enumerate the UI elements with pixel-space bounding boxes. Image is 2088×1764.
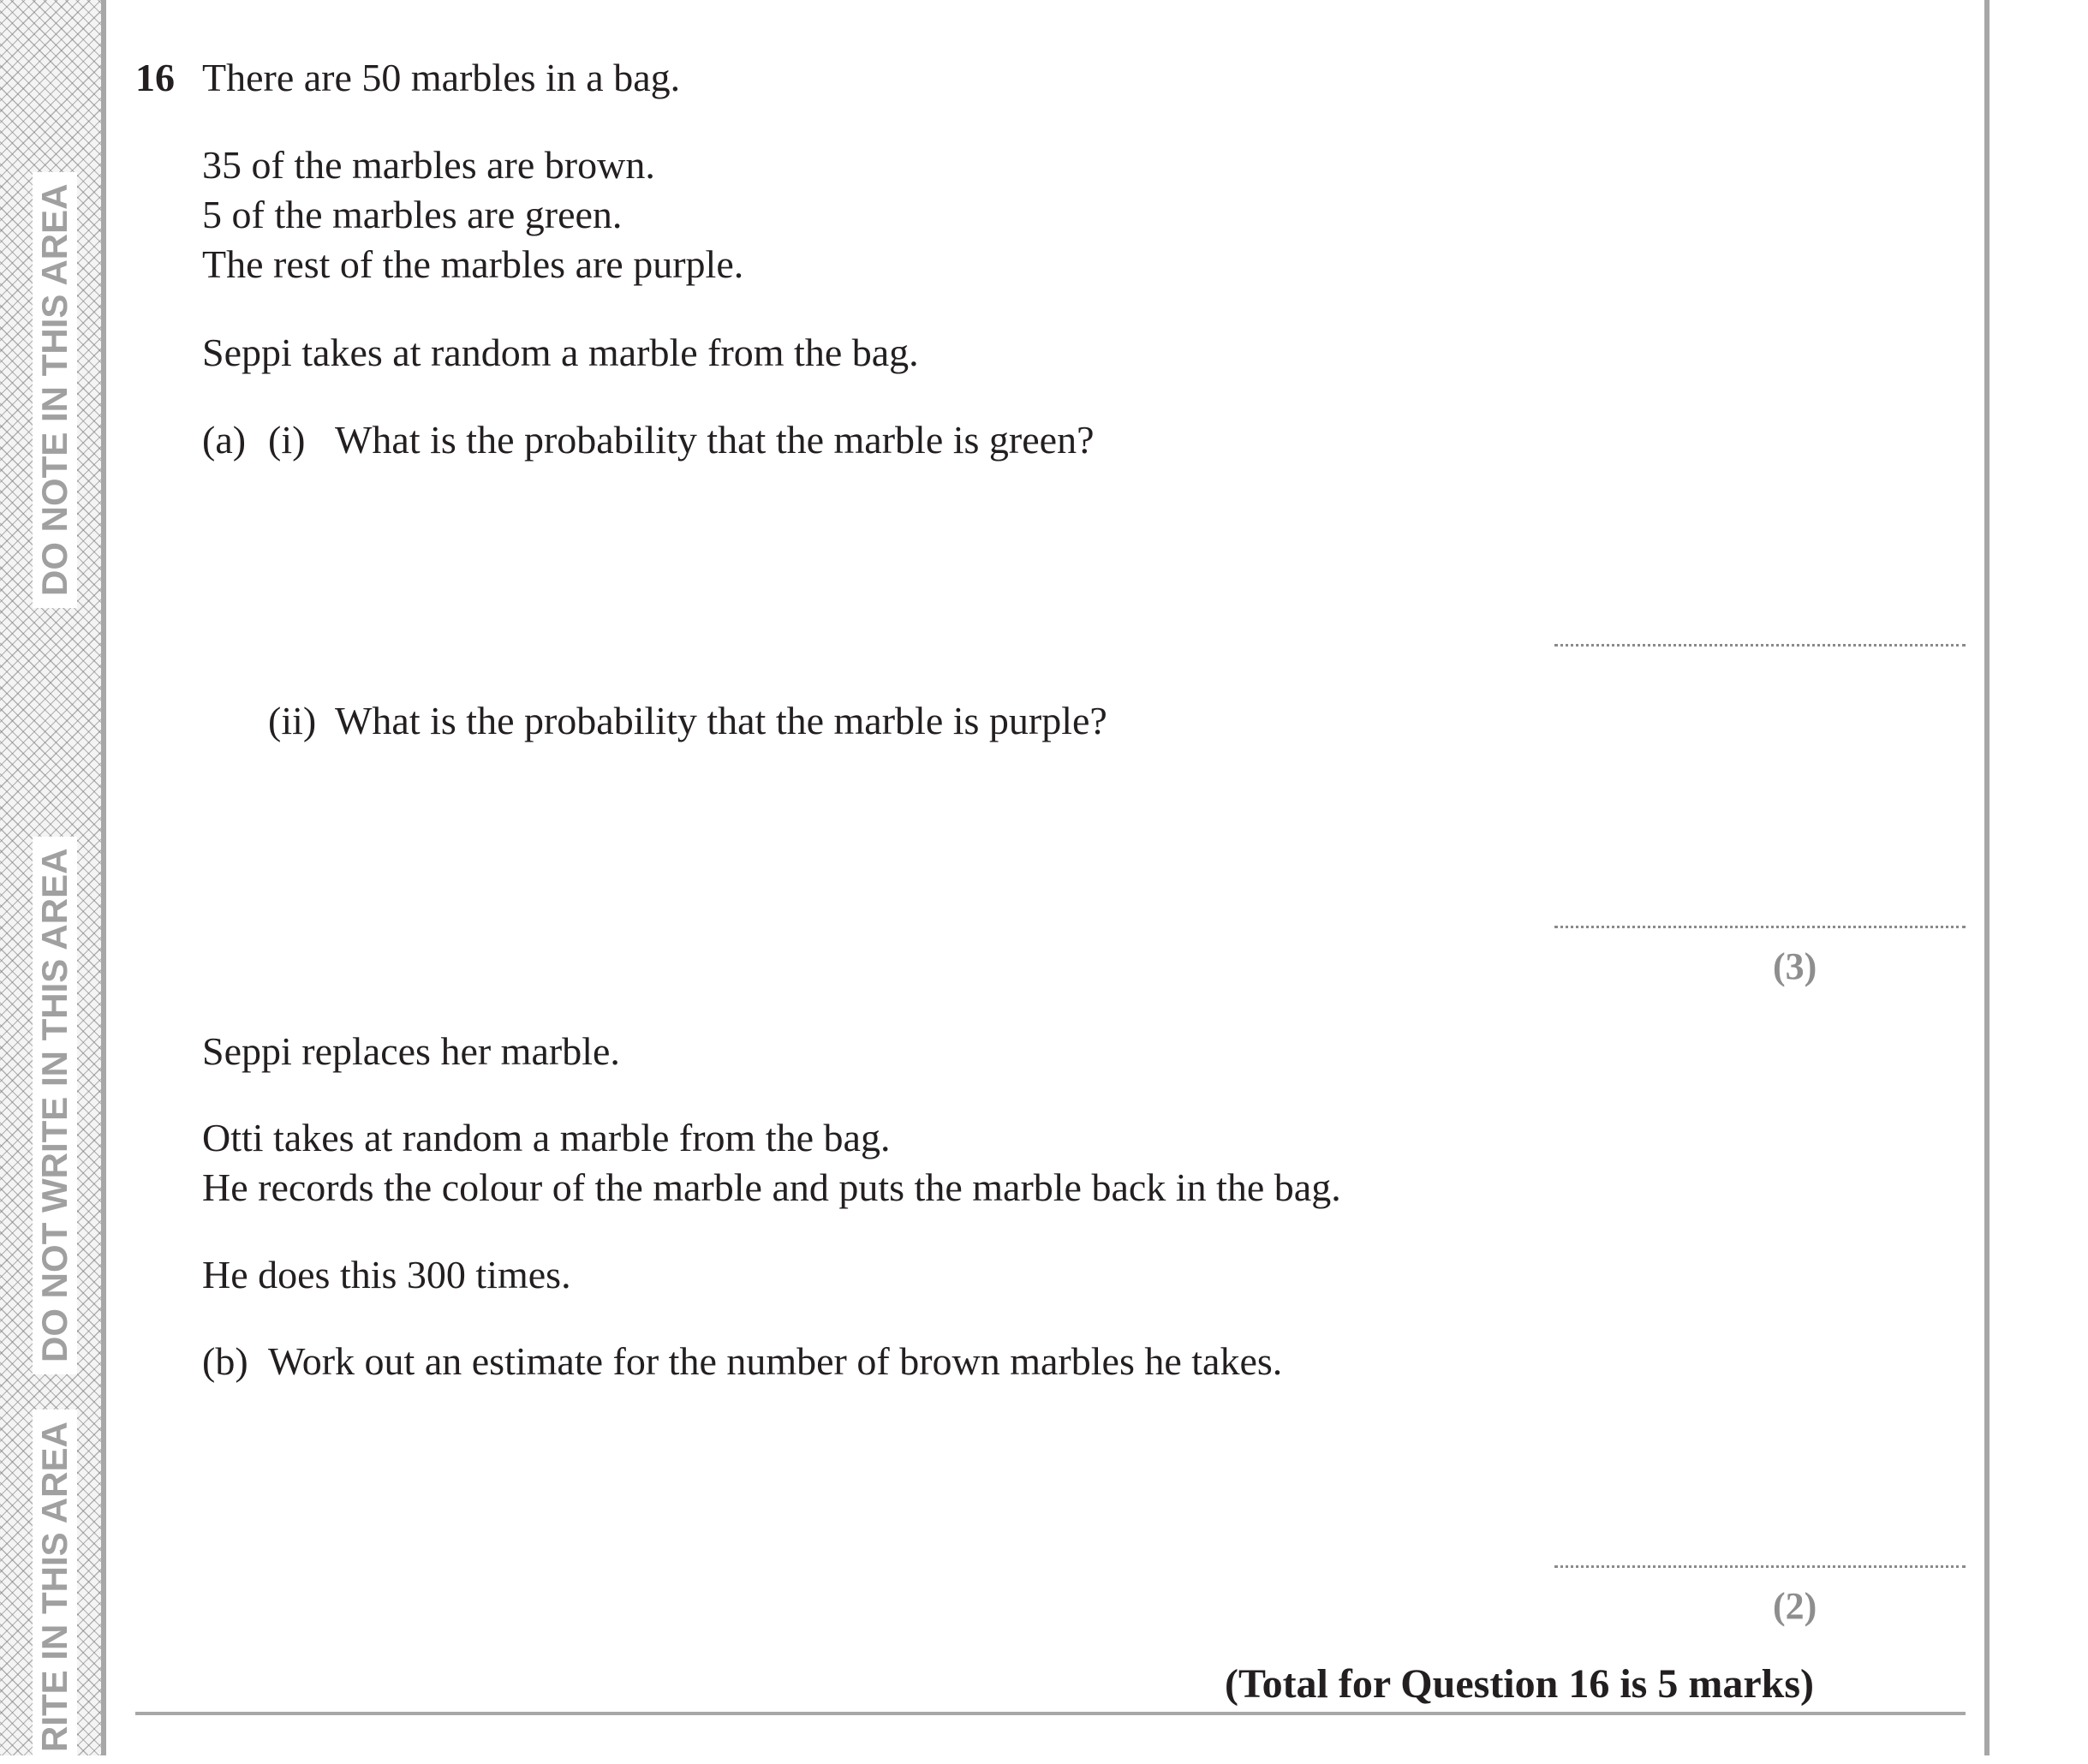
green-marbles-line: 5 of the marbles are green. [202, 193, 623, 236]
part-b-label: (b) [202, 1339, 248, 1383]
part-a-marks: (3) [1773, 945, 1817, 987]
otti-text-1: Otti takes at random a marble from the bag. [202, 1116, 891, 1159]
answer-line-b[interactable] [1554, 1565, 1966, 1568]
left-margin-rule [101, 0, 106, 1755]
part-a-ii-label: (ii) [268, 699, 317, 742]
margin-warning-bottom: RITE IN THIS AREA [33, 1409, 77, 1764]
seppi-draw-text: Seppi takes at random a marble from the bag. [202, 331, 919, 374]
brown-marbles-line: 35 of the marbles are brown. [202, 143, 655, 187]
purple-marbles-line: The rest of the marbles are purple. [202, 242, 744, 286]
question-number: 16 [135, 56, 175, 99]
margin-warning-middle: DO NOT WRITE IN THIS AREA [33, 837, 77, 1374]
margin-warning-top: DO NOTE IN THIS AREA [33, 172, 77, 608]
part-a-ii-question: What is the probability that the marble is purple? [335, 699, 1107, 742]
part-a-label: (a) [202, 418, 247, 462]
repeat-text: He does this 300 times. [202, 1253, 571, 1296]
otti-text-2: He records the colour of the marble and puts the marble back in the bag. [202, 1165, 1341, 1209]
replace-text: Seppi replaces her marble. [202, 1029, 620, 1073]
right-margin-rule [1984, 0, 1990, 1755]
answer-line-a-ii[interactable] [1554, 926, 1966, 928]
part-a-i-label: (i) [268, 418, 306, 462]
question-intro: There are 50 marbles in a bag. [202, 56, 681, 99]
part-b-marks: (2) [1773, 1585, 1817, 1627]
part-b-question: Work out an estimate for the number of brown marbles he takes. [268, 1339, 1283, 1383]
total-marks: (Total for Question 16 is 5 marks) [1224, 1661, 1814, 1707]
answer-line-a-i[interactable] [1554, 644, 1966, 647]
part-a-i-question: What is the probability that the marble is green? [335, 418, 1095, 462]
question-end-rule [135, 1712, 1966, 1715]
